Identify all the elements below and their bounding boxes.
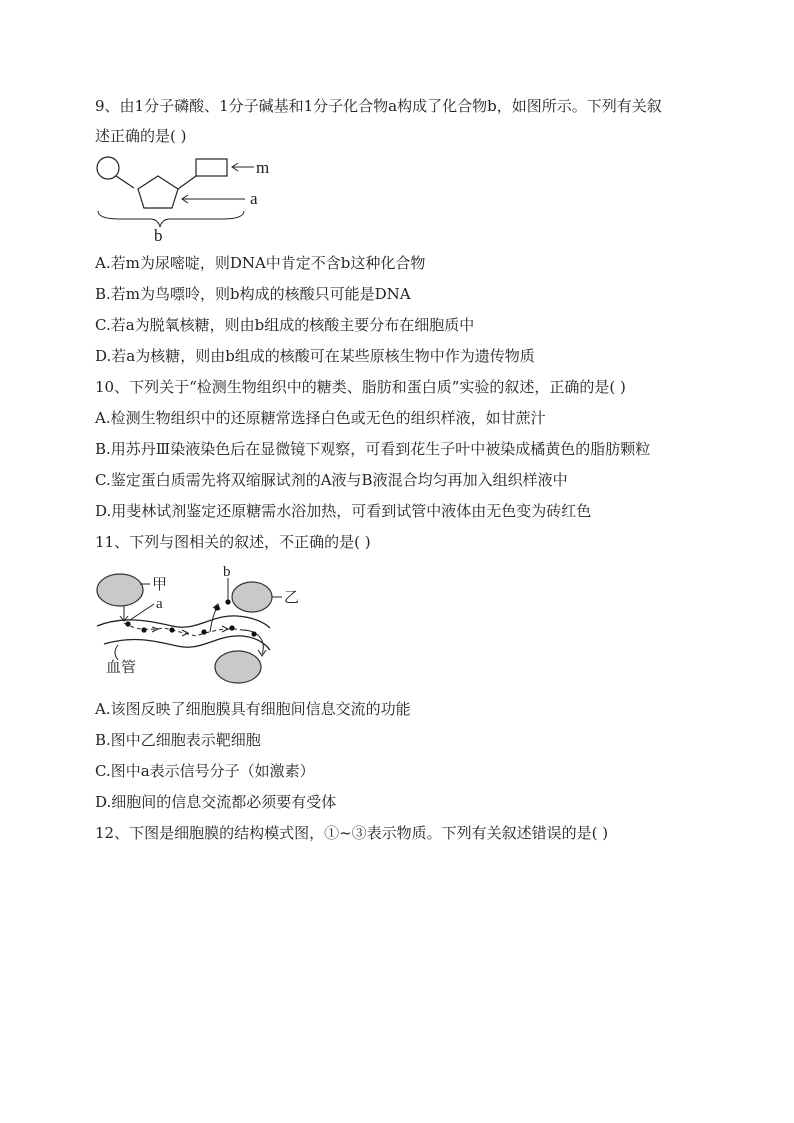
cell-jia: [97, 574, 143, 606]
label-b: b: [154, 226, 163, 245]
q10-option-d: D.用斐林试剂鉴定还原糖需水浴加热，可看到试管中液体由无色变为砖红色: [95, 502, 592, 520]
q10-option-c: C.鉴定蛋白质需先将双缩脲试剂的A液与B液混合均匀再加入组织样液中: [95, 471, 568, 489]
q10-option-a: A.检测生物组织中的还原糖常选择白色或无色的组织样液，如甘蔗汁: [95, 409, 546, 427]
q11-option-c: C.图中a表示信号分子（如激素）: [95, 762, 315, 780]
label-vessel: 血管: [106, 660, 137, 676]
q11-option-a: A.该图反映了细胞膜具有细胞间信息交流的功能: [95, 700, 411, 718]
vessel-wall-bottom: [104, 636, 270, 650]
cell-signaling-figure: [92, 560, 307, 685]
pentose-pentagon: [138, 176, 178, 208]
q10-option-b: B.用苏丹Ⅲ染液染色后在显微镜下观察，可看到花生子叶中被染成橘黄色的脂肪颗粒: [95, 440, 651, 458]
q11-stem: 11、下列与图相关的叙述，不正确的是( ): [95, 533, 371, 551]
q9-stem-line1: 9、由1分子磷酸、1分子碱基和1分子化合物a构成了化合物b，如图所示。下列有关叙: [95, 97, 662, 115]
q9-option-d: D.若a为核糖，则由b组成的核酸可在某些原核生物中作为遗传物质: [95, 347, 535, 365]
q11-option-b: B.图中乙细胞表示靶细胞: [95, 731, 261, 749]
label-receptor-b: b: [223, 564, 231, 580]
q9-stem-line2: 述正确的是( ): [95, 127, 187, 145]
q9-option-a: A.若m为尿嘧啶，则DNA中肯定不含b这种化合物: [95, 254, 426, 272]
brace-b: [98, 211, 244, 227]
base-rectangle: [196, 159, 227, 176]
q9-option-c: C.若a为脱氧核糖，则由b组成的核酸主要分布在细胞质中: [95, 316, 475, 334]
q10-stem: 10、下列关于“检测生物组织中的糖类、脂肪和蛋白质”实验的叙述，正确的是( ): [95, 378, 626, 396]
cell-yi: [232, 582, 272, 612]
q12-stem: 12、下图是细胞膜的结构模式图，①~③表示物质。下列有关叙述错误的是( ): [95, 824, 609, 842]
q9-option-b: B.若m为鸟嘌呤，则b构成的核酸只可能是DNA: [95, 285, 411, 303]
label-m: m: [256, 158, 270, 177]
label-yi: 乙: [284, 590, 300, 606]
vessel-wall-top: [97, 616, 270, 628]
label-signal-a: a: [156, 596, 163, 612]
label-a: a: [250, 189, 258, 208]
q11-option-d: D.细胞间的信息交流都必须要有受体: [95, 793, 337, 811]
cell-bottom: [215, 651, 261, 683]
phosphate-circle: [97, 157, 119, 179]
nucleotide-figure: [90, 150, 290, 245]
label-jia: 甲: [152, 577, 168, 593]
